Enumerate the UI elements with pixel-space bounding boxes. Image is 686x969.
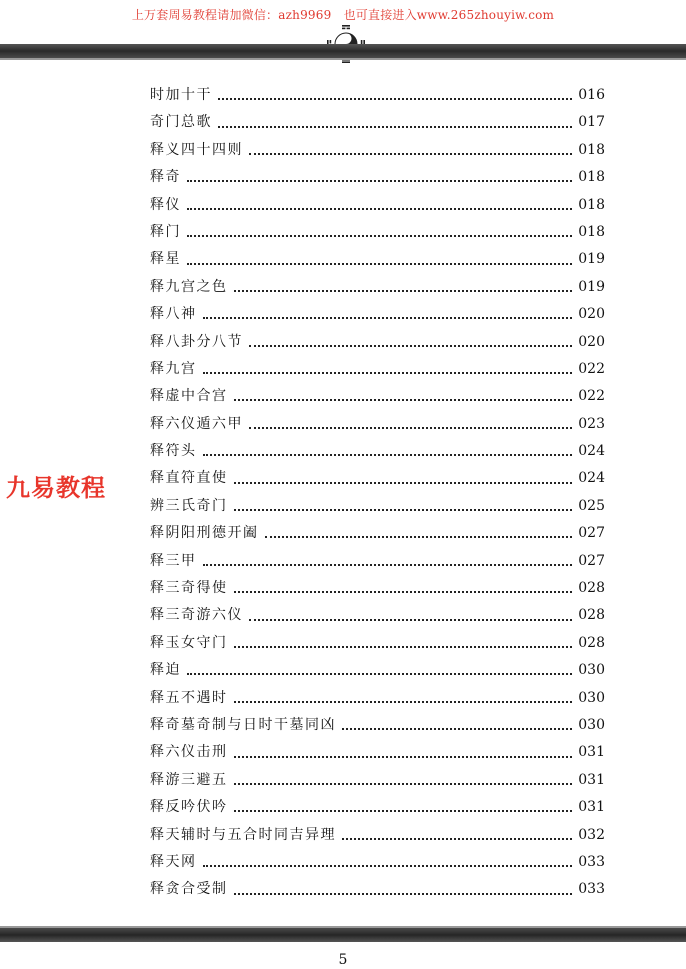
toc-leader-dots — [203, 316, 573, 319]
toc-entry — [150, 438, 605, 465]
toc-leader-dots — [203, 453, 573, 456]
toc-entry-title: 释奇 — [150, 169, 181, 186]
toc-entry — [150, 493, 605, 520]
page-number: 5 — [338, 952, 348, 968]
toc-entry-page: 018 — [578, 169, 605, 186]
top-header-rule — [0, 58, 686, 60]
toc-entry-page: 024 — [578, 470, 605, 487]
toc-leader-dots — [187, 672, 572, 675]
toc-entry-title: 释五不遇时 — [150, 689, 228, 706]
toc-entry-page: 018 — [578, 141, 605, 158]
toc-entry-page: 022 — [578, 388, 605, 405]
toc-entry — [150, 465, 605, 492]
bottom-footer-band — [0, 928, 686, 942]
toc-leader-dots — [342, 727, 572, 730]
toc-entry — [150, 246, 605, 273]
toc-entry-page: 019 — [578, 278, 605, 295]
toc-entry-title: 释八神 — [150, 306, 197, 323]
toc-leader-dots — [187, 262, 572, 265]
toc-entry-page: 033 — [578, 881, 605, 898]
stamp-label: 九易教程 — [6, 474, 106, 502]
toc-entry-title: 释天辅时与五合时同吉异理 — [150, 826, 336, 843]
toc-leader-dots — [234, 755, 573, 758]
toc-entry-title: 释符头 — [150, 443, 197, 460]
toc-entry-title: 释星 — [150, 251, 181, 268]
toc-entry-title: 释贪合受制 — [150, 881, 228, 898]
toc-entry-title: 释仪 — [150, 196, 181, 213]
toc-leader-dots — [187, 179, 572, 182]
toc-entry — [150, 767, 605, 794]
toc-leader-dots — [218, 125, 572, 128]
toc-leader-dots — [234, 481, 573, 484]
toc-entry — [150, 685, 605, 712]
toc-entry-title: 释玉女守门 — [150, 634, 228, 651]
toc-entry-page: 028 — [578, 634, 605, 651]
toc-leader-dots — [187, 207, 572, 210]
toc-entry-page: 028 — [578, 580, 605, 597]
toc-leader-dots — [249, 426, 572, 429]
toc-entry-page: 032 — [578, 826, 605, 843]
toc-entry-page: 020 — [578, 333, 605, 350]
toc-leader-dots — [187, 234, 572, 237]
watermark-text: 上万套周易教程请加微信：azh9969 也可直接进入www.265zhouyiw.com — [131, 8, 555, 22]
toc-entry-title: 释三奇得使 — [150, 580, 228, 597]
toc-entry-page: 017 — [578, 114, 605, 131]
toc-leader-dots — [342, 837, 572, 840]
toc-entry-title: 释直符直使 — [150, 470, 228, 487]
toc-entry-title: 释天网 — [150, 853, 197, 870]
toc-leader-dots — [234, 398, 573, 401]
toc-leader-dots — [249, 152, 572, 155]
toc-entry-title: 时加十干 — [150, 87, 212, 103]
toc-leader-dots — [234, 590, 573, 593]
toc-entry-title: 释八卦分八节 — [150, 333, 243, 350]
toc-entry-page: 025 — [578, 497, 605, 514]
toc-entry-title: 释九宫 — [150, 360, 197, 377]
toc-entry-page: 030 — [578, 716, 605, 733]
toc-entry — [150, 383, 605, 410]
toc-entry-title: 释奇墓奇制与日时干墓同凶 — [150, 716, 336, 733]
toc-leader-dots — [234, 700, 573, 703]
toc-entry — [150, 301, 605, 328]
toc-entry-title: 奇门总歌 — [150, 114, 212, 131]
table-of-contents — [150, 82, 605, 904]
toc-leader-dots — [234, 289, 573, 292]
toc-entry — [150, 109, 605, 136]
toc-entry — [150, 739, 605, 766]
toc-leader-dots — [203, 563, 573, 566]
toc-entry-page: 016 — [578, 87, 605, 103]
top-header-band — [0, 44, 686, 58]
toc-entry — [150, 356, 605, 383]
toc-leader-dots — [234, 645, 573, 648]
toc-entry — [150, 219, 605, 246]
toc-entry-title: 释三甲 — [150, 552, 197, 569]
toc-entry-page: 023 — [578, 415, 605, 432]
toc-entry-page: 022 — [578, 360, 605, 377]
toc-entry-page: 030 — [578, 689, 605, 706]
toc-entry-title: 释门 — [150, 223, 181, 240]
toc-entry — [150, 82, 605, 109]
toc-entry — [150, 329, 605, 356]
toc-entry-title: 释虚中合宫 — [150, 388, 228, 405]
toc-leader-dots — [234, 892, 573, 895]
toc-entry — [150, 876, 605, 903]
toc-entry — [150, 411, 605, 438]
toc-entry — [150, 602, 605, 629]
toc-entry — [150, 137, 605, 164]
toc-leader-dots — [265, 535, 573, 538]
toc-entry-page: 018 — [578, 223, 605, 240]
toc-entry-title: 释六仪遁六甲 — [150, 415, 243, 432]
toc-leader-dots — [249, 618, 572, 621]
toc-entry — [150, 192, 605, 219]
toc-entry — [150, 548, 605, 575]
toc-leader-dots — [249, 344, 572, 347]
toc-entry — [150, 657, 605, 684]
toc-leader-dots — [203, 371, 573, 374]
toc-entry-title: 释游三避五 — [150, 771, 228, 788]
toc-entry-page: 030 — [578, 662, 605, 679]
toc-entry-page: 027 — [578, 525, 605, 542]
toc-entry — [150, 712, 605, 739]
toc-entry — [150, 630, 605, 657]
toc-entry-title: 释九宫之色 — [150, 278, 228, 295]
toc-entry-title: 释三奇游六仪 — [150, 607, 243, 624]
toc-entry-title: 释反吟伏吟 — [150, 799, 228, 816]
toc-entry — [150, 794, 605, 821]
toc-entry-page: 028 — [578, 607, 605, 624]
toc-entry-page: 019 — [578, 251, 605, 268]
toc-entry-page: 031 — [578, 744, 605, 761]
toc-entry-page: 020 — [578, 306, 605, 323]
toc-entry-page: 024 — [578, 443, 605, 460]
toc-entry — [150, 164, 605, 191]
toc-entry-title: 释迫 — [150, 662, 181, 679]
toc-entry — [150, 274, 605, 301]
toc-leader-dots — [234, 782, 573, 785]
toc-entry-page: 033 — [578, 853, 605, 870]
toc-entry — [150, 849, 605, 876]
toc-entry — [150, 822, 605, 849]
toc-entry-page: 018 — [578, 196, 605, 213]
toc-leader-dots — [203, 864, 573, 867]
toc-entry — [150, 520, 605, 547]
toc-entry-page: 031 — [578, 799, 605, 816]
toc-entry-page: 027 — [578, 552, 605, 569]
toc-entry-title: 释阴阳刑德开阖 — [150, 525, 259, 542]
toc-leader-dots — [218, 97, 572, 100]
toc-entry — [150, 575, 605, 602]
toc-entry-title: 释六仪击刑 — [150, 744, 228, 761]
toc-entry-title: 辨三氏奇门 — [150, 497, 228, 514]
toc-entry-page: 031 — [578, 771, 605, 788]
toc-entry-title: 释义四十四则 — [150, 141, 243, 158]
toc-leader-dots — [234, 809, 573, 812]
toc-leader-dots — [234, 508, 573, 511]
